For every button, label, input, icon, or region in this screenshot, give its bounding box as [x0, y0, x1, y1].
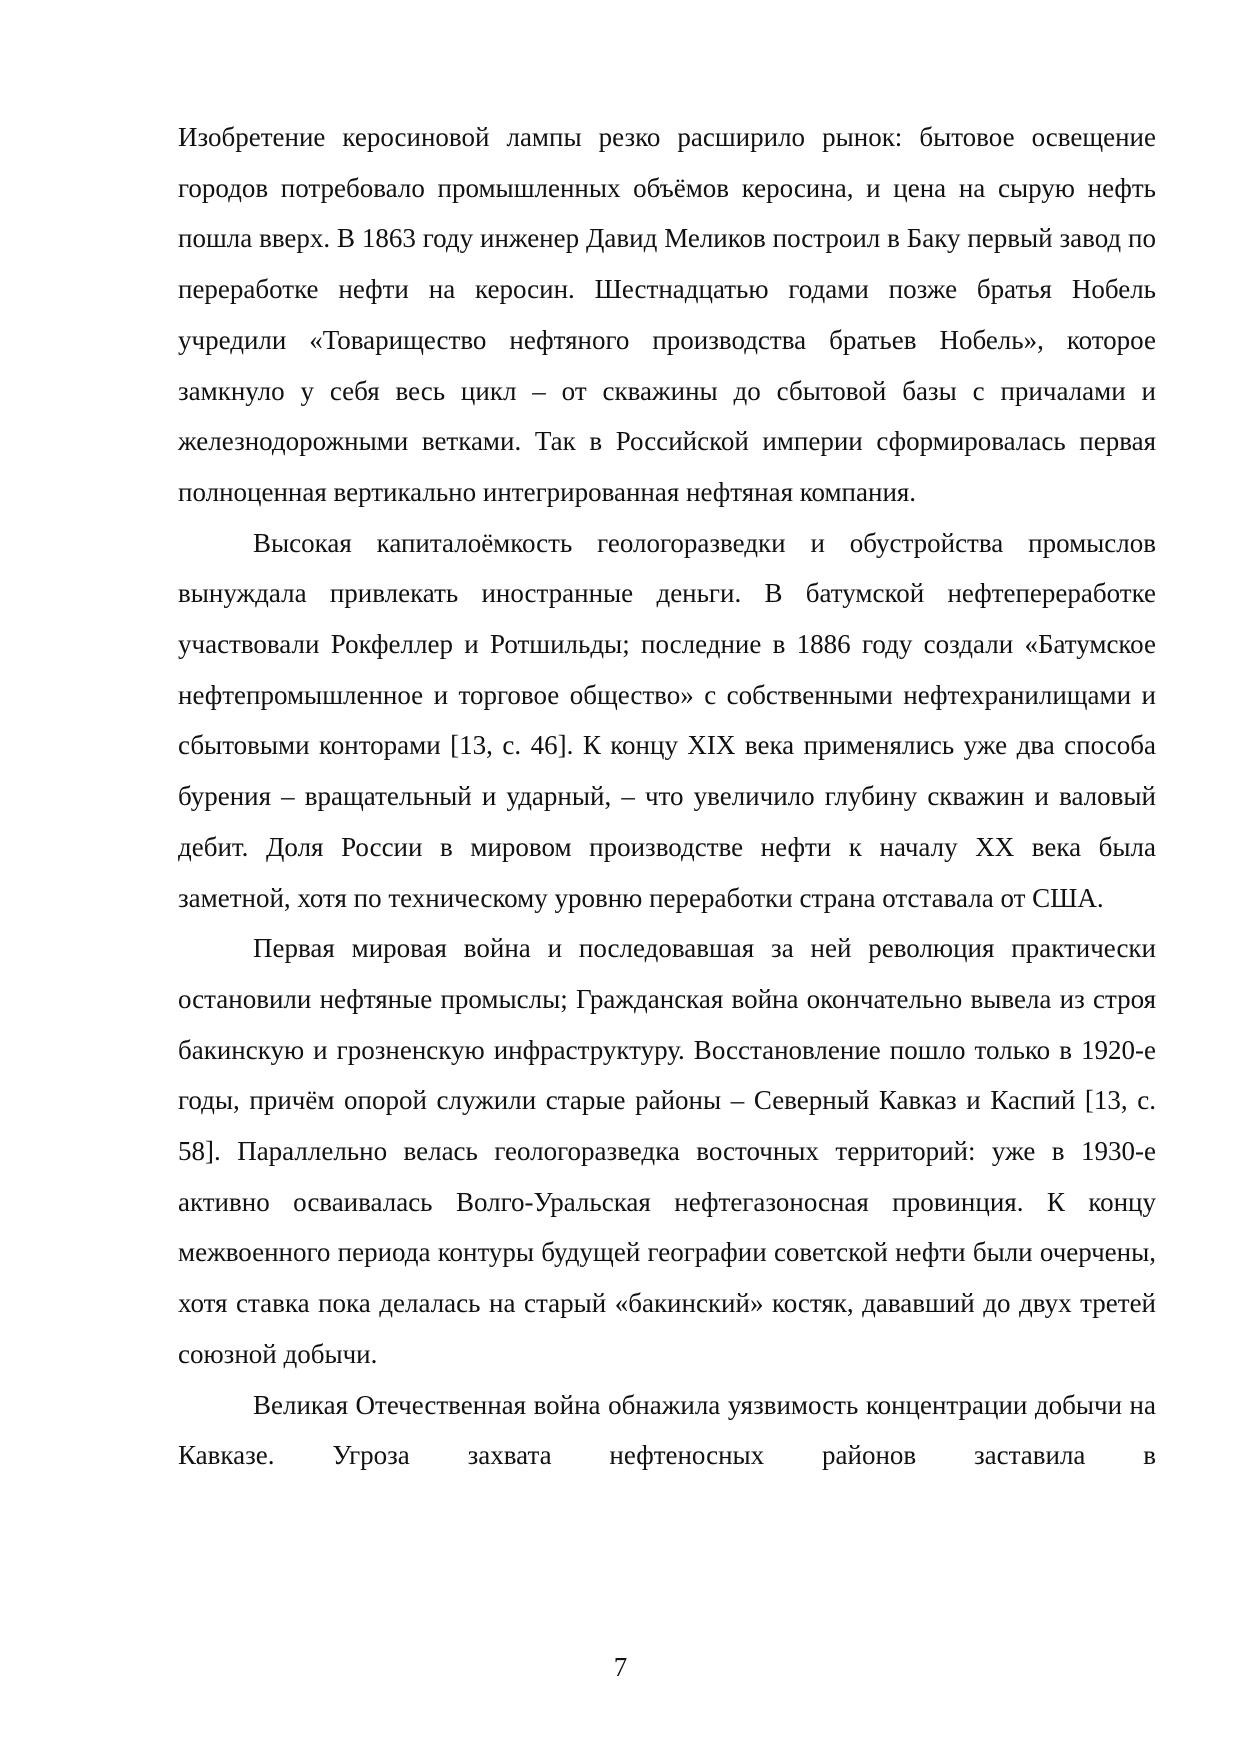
paragraph-war-and-revolution: Первая мировая война и последовавшая за ней революция практически остановили нефтяные промыслы; Гражданская война окончательно вывела из строя бакинскую и грозненскую инфраструктуру. Восстановление пошло только в 1920-е годы, причём опорой служили старые районы – Северный Кавказ и Каспий [13, с. 58]. Параллельно велась геологоразведка восточных территорий: уже в 1930-е активно осваивалась Волго-Уральская нефтегазоносная провинция. К концу межвоенного периода контуры будущей географии советской нефти были очерчены, хотя ставка пока делалась на старый «бакинский» костяк, дававший до двух третей союзной добычи.	[178, 933, 1156, 1369]
paragraph-great-patriotic-war: Великая Отечественная война обнажила уязвимость концентрации добычи на Кавказе. Угроза захвата нефтеносных районов заставила в	[178, 1389, 1156, 1471]
page-number: 7	[613, 1652, 628, 1682]
paragraph-foreign-capital: Высокая капиталоёмкость геологоразведки и обустройства промыслов вынуждала привлекать иностранные деньги. В батумской нефтепереработке участвовали Рокфеллер и Ротшильды; последние в 1886 году создали «Батумское нефтепромышленное и торговое общество» с собственными нефтехранилищами и сбытовыми конторами [13, с. 46]. К концу XIX века применялись уже два способа бурения – вращательный и ударный, – что увеличило глубину скважин и валовый дебит. Доля России в мировом производстве нефти к началу XX века была заметной, хотя по техническому уровню переработки страна отставала от США.	[178, 527, 1156, 913]
paragraph-kerosene-lamp: Изобретение керосиновой лампы резко расширило рынок: бытовое освещение городов потребовало промышленных объёмов керосина, и цена на сырую нефть пошла вверх. В 1863 году инженер Давид Меликов построил в Баку первый завод по переработке нефти на керосин. Шестнадцатью годами позже братья Нобель учредили «Товарищество нефтяного производства братьев Нобель», которое замкнуло у себя весь цикл – от скважины до сбытовой базы с причалами и железнодорожными ветками. Так в Российской империи сформировалась первая полноценная вертикально интегрированная нефтяная компания.	[178, 122, 1156, 507]
body-text	[178, 112, 1156, 1481]
